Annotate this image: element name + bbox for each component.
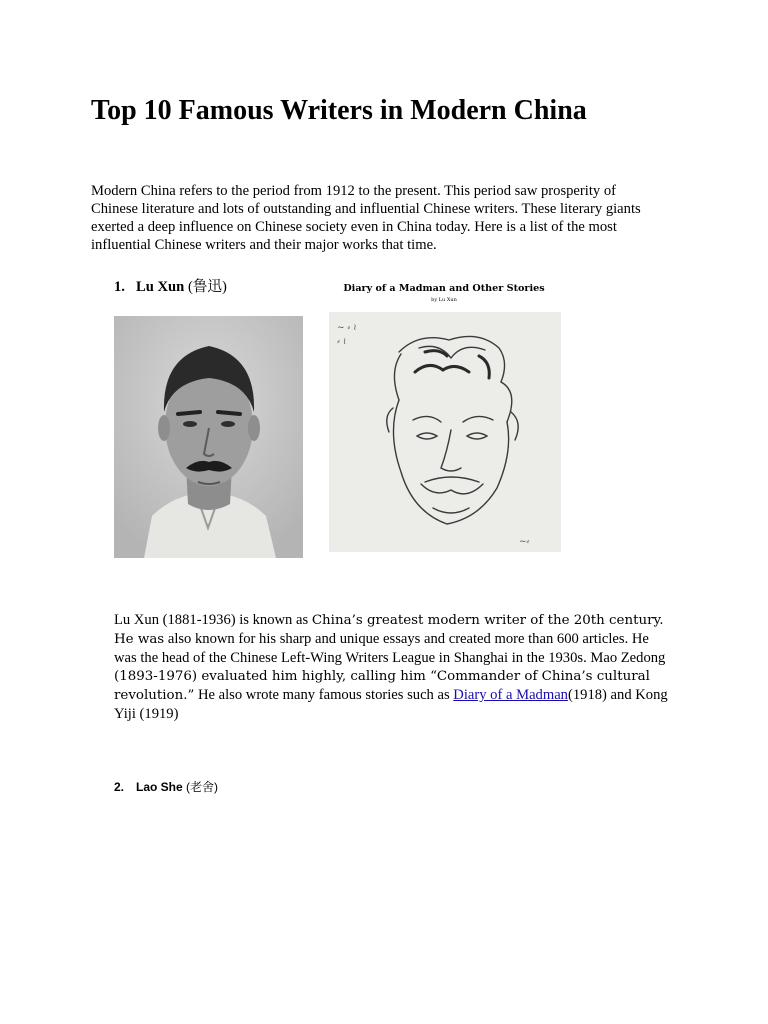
lu-xun-portrait-photo [114, 316, 303, 558]
writer-chinese-name: (鲁迅) [187, 279, 227, 295]
writer-heading-lao-she [114, 778, 218, 796]
bio-text-1: Lu Xun (1881-1936) is known as [114, 612, 312, 628]
book-caption [330, 282, 558, 305]
book-title: Diary of a Madman and Other Stories [343, 283, 545, 294]
bio-text-3: also known for his sharp and unique essays and created more than 600 articles. He was the head of the Chinese Left-Wing Writers League in Shanghai in the 1930s. Mao Zedong [114, 631, 666, 666]
writer-heading-lu-xun [114, 278, 227, 296]
bio-text-2: China’s greatest modern writer of the 20th century. He was [114, 613, 664, 647]
svg-text:⸗ ≀: ⸗ ≀ [337, 337, 347, 347]
book-byline: by Lu Xun [431, 297, 457, 303]
diary-of-a-madman-link[interactable]: Diary of a Madman [453, 687, 568, 703]
writer-chinese-name: (老舍) [186, 780, 219, 794]
bio-text-4: (1893-1976) evaluated him highly, calling him “Commander of China’s cultural revolution.” [114, 669, 650, 703]
list-number: 2. [114, 780, 125, 794]
bio-text-6: (1918) and Kong Yiji (1919) [114, 687, 668, 722]
bio-text-5: He also wrote many famous stories such as [194, 687, 454, 703]
lu-xun-sketch-illustration [329, 312, 561, 552]
intro-paragraph: Modern China refers to the period from 1912 to the present. This period saw prosperity of Chinese literature and lots of outstanding and influential Chinese writers. These literary giants exerted a deep influence on Chinese society even in China today. Here is a list of the most influential Chinese writers and their major works that time. [91, 183, 641, 253]
page-title: Top 10 Famous Writers in Modern China [91, 95, 587, 126]
lu-xun-biography [114, 611, 674, 723]
svg-text:~⸗: ~⸗ [519, 537, 530, 547]
list-number: 1. [114, 279, 125, 295]
svg-text:~ ⸗ ≀: ~ ⸗ ≀ [337, 323, 357, 333]
writer-name: Lao She [136, 780, 183, 794]
writer-name: Lu Xun [136, 279, 185, 295]
